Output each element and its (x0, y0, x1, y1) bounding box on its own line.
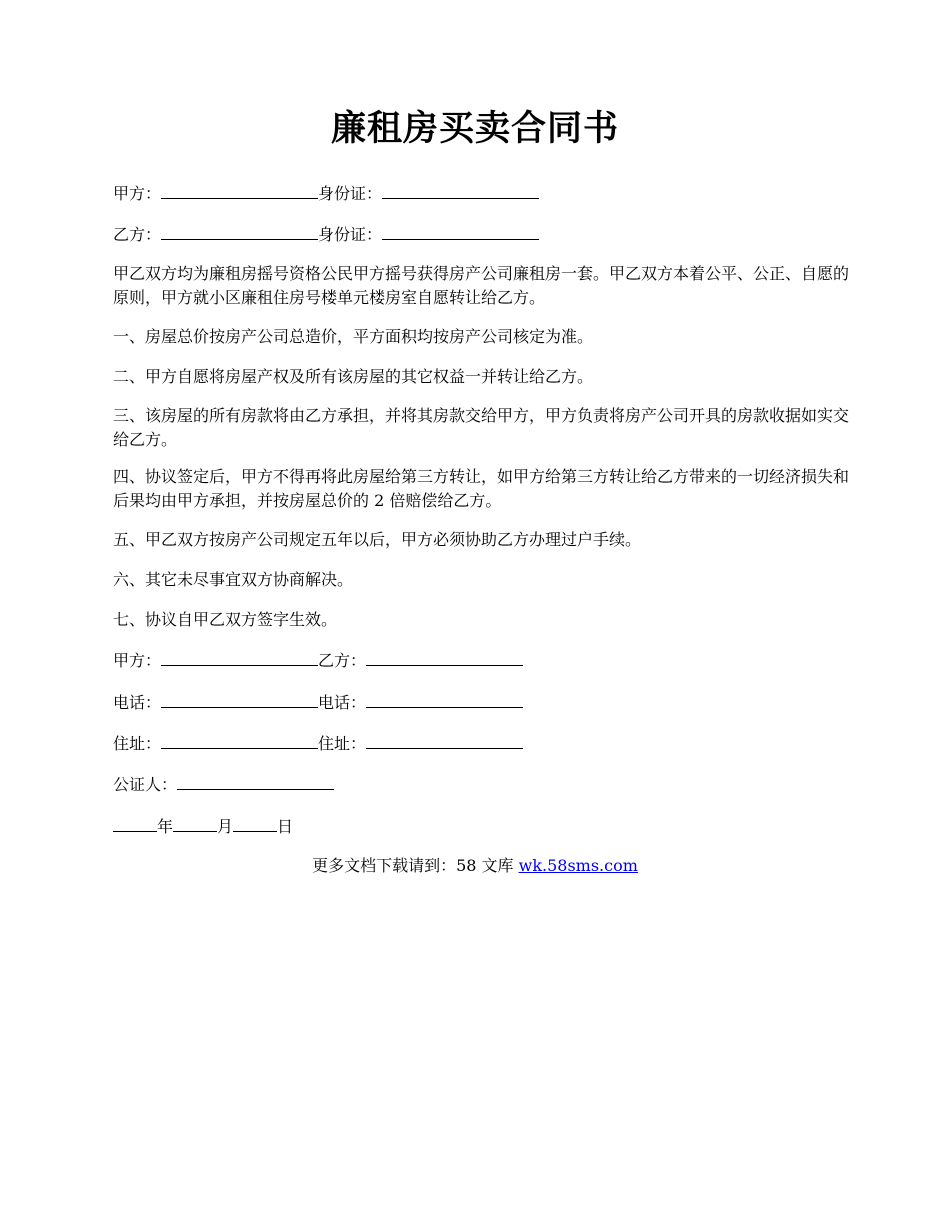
clause-3: 三、该房屋的所有房款将由乙方承担，并将其房款交给甲方，甲方负责将房产公司开具的房款收据如实交给乙方。 (113, 406, 850, 449)
signature-party-a-label: 甲方： (113, 651, 162, 670)
clause-1: 一、房屋总价按房产公司总造价，平方面积均按房产公司核定为准。 (113, 327, 594, 346)
address-label-a: 住址： (113, 734, 162, 753)
party-a-label: 甲方： (113, 184, 162, 203)
intro-paragraph: 甲乙双方均为廉租房摇号资格公民甲方摇号获得房产公司廉租房一套。甲乙双方本着公平、公正、自愿的原则，甲方就小区廉租住房号楼单元楼房室自愿转让给乙方。 (113, 264, 850, 307)
signature-party-b-label: 乙方： (318, 651, 367, 670)
footer-link[interactable]: wk.58sms.com (518, 856, 638, 875)
party-b-id-label: 身份证： (318, 225, 383, 244)
clause-6: 六、其它未尽事宜双方协商解决。 (113, 570, 354, 589)
date-line (113, 814, 853, 839)
month-blank (173, 814, 217, 832)
signature-party-a-blank (161, 648, 318, 666)
party-a-id-label: 身份证： (318, 184, 383, 203)
document-title: 廉租房买卖合同书 (330, 108, 619, 149)
clause-7: 七、协议自甲乙双方签字生效。 (113, 610, 338, 629)
footer-text: 更多文档下载请到：58 文库 (312, 856, 519, 875)
year-blank (113, 814, 157, 832)
address-b-blank (366, 731, 523, 749)
download-footer (0, 854, 950, 878)
day-blank (233, 814, 277, 832)
notary-line (113, 772, 853, 797)
clause-5: 五、甲乙双方按房产公司规定五年以后，甲方必须协助乙方办理过户手续。 (113, 530, 642, 549)
year-label: 年 (157, 817, 174, 836)
month-label: 月 (217, 817, 234, 836)
party-b-label: 乙方： (113, 225, 162, 244)
phone-label-b: 电话： (318, 693, 367, 712)
party-b-line (113, 222, 853, 247)
clause-4: 四、协议签定后，甲方不得再将此房屋给第三方转让，如甲方给第三方转让给乙方带来的一切经济损失和后果均由甲方承担，并按房屋总价的 2 倍赔偿给乙方。 (113, 467, 850, 510)
party-b-name-blank (161, 222, 318, 240)
notary-label: 公证人： (113, 775, 178, 794)
phone-a-blank (161, 690, 318, 708)
party-a-line (113, 181, 853, 206)
day-label: 日 (277, 817, 294, 836)
notary-blank (177, 772, 334, 790)
address-a-blank (161, 731, 318, 749)
signature-phone-line (113, 690, 853, 715)
clause-2: 二、甲方自愿将房屋产权及所有该房屋的其它权益一并转让给乙方。 (113, 367, 594, 386)
phone-label-a: 电话： (113, 693, 162, 712)
party-a-id-blank (382, 181, 539, 199)
signature-party-b-blank (366, 648, 523, 666)
address-label-b: 住址： (318, 734, 367, 753)
signature-party-line (113, 648, 853, 673)
signature-address-line (113, 731, 853, 756)
party-b-id-blank (382, 222, 539, 240)
party-a-name-blank (161, 181, 318, 199)
phone-b-blank (366, 690, 523, 708)
